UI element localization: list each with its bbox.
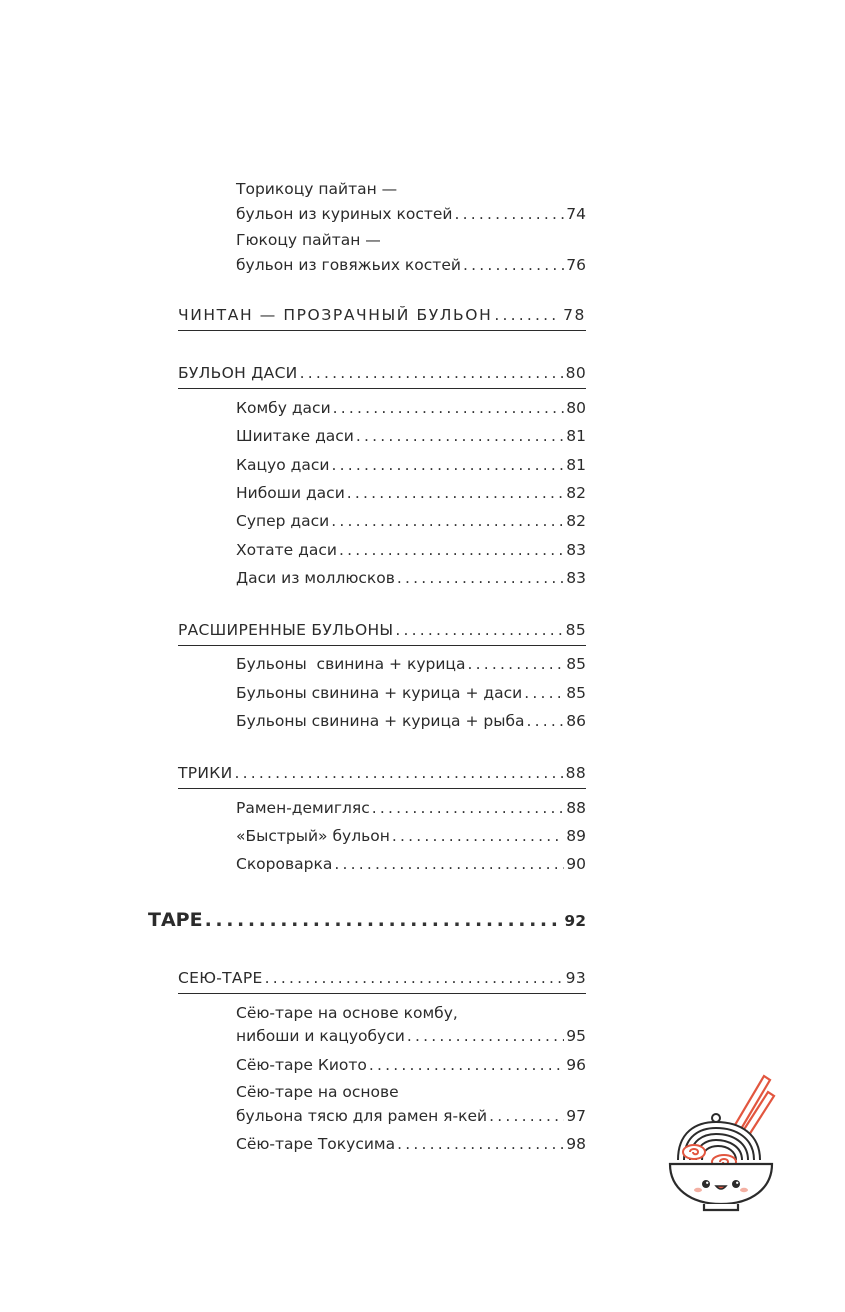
- toc-page-number: 90: [566, 855, 586, 873]
- dot-leader: [524, 684, 564, 702]
- toc-entry[interactable]: [236, 855, 586, 873]
- toc-entry[interactable]: [236, 1056, 586, 1074]
- toc-entry-label: бульона тясю для рамен я-кей: [236, 1107, 488, 1125]
- toc-section[interactable]: [178, 969, 586, 987]
- toc-entry-label: Бульоны свинина + курица + рыба: [236, 712, 525, 730]
- section-rule: [178, 993, 586, 994]
- toc-page-number: 85: [565, 621, 586, 639]
- dot-leader: [455, 205, 565, 223]
- dot-leader: [339, 541, 564, 559]
- dot-leader: [334, 855, 564, 873]
- toc-entry[interactable]: [236, 256, 586, 274]
- toc-entry-label: Шиитаке даси: [236, 427, 354, 445]
- toc-entry[interactable]: [236, 655, 586, 673]
- toc-entry-line: Гюкоцу пайтан —: [236, 231, 381, 249]
- toc-page-number: 80: [565, 364, 586, 382]
- toc-page-number: 88: [566, 799, 586, 817]
- toc-page-number: 89: [566, 827, 586, 845]
- ramen-bowl-icon: [664, 1072, 778, 1216]
- toc-entry-label: Рамен-демигляс: [236, 799, 370, 817]
- toc-page-number: 98: [566, 1135, 586, 1153]
- toc-page-number: 85: [566, 684, 586, 702]
- dot-leader: [347, 484, 565, 502]
- toc-entry-line: Сёю-таре на основе: [236, 1083, 399, 1101]
- toc-page-number: 81: [566, 427, 586, 445]
- dot-leader: [356, 427, 564, 445]
- dot-leader: [407, 1027, 564, 1045]
- section-rule: [178, 388, 586, 389]
- toc-entry-label: нибоши и кацуобуси: [236, 1027, 405, 1045]
- dot-leader: [467, 655, 564, 673]
- dot-leader: [235, 764, 564, 782]
- toc-entry[interactable]: [236, 799, 586, 817]
- section-rule: [178, 330, 586, 331]
- toc-entry-label: Скороварка: [236, 855, 333, 873]
- toc-entry[interactable]: [236, 684, 586, 702]
- toc-page-number: 95: [566, 1027, 586, 1045]
- dot-leader: [331, 512, 564, 530]
- toc-page-number: 93: [565, 969, 586, 987]
- toc-entry-label: Сёю-таре Киото: [236, 1056, 367, 1074]
- toc-entry-label: Бульоны свинина + курица + даси: [236, 684, 523, 702]
- dot-leader: [489, 1107, 564, 1125]
- dot-leader: [369, 1056, 564, 1074]
- toc-page-number: 82: [566, 484, 586, 502]
- toc-page-number: 97: [566, 1107, 586, 1125]
- toc-section-title: ЧИНТАН — ПРОЗРАЧНЫЙ БУЛЬОН: [178, 306, 493, 324]
- toc-entry[interactable]: [236, 456, 586, 474]
- dot-leader: [494, 306, 561, 324]
- section-rule: [178, 645, 586, 646]
- dot-leader: [265, 969, 564, 987]
- toc-entry[interactable]: [236, 1107, 586, 1125]
- toc-entry[interactable]: [236, 484, 586, 502]
- toc-entry-label: Комбу даси: [236, 399, 331, 417]
- toc-page-number: 83: [566, 569, 586, 587]
- toc-section-title: ТРИКИ: [178, 764, 233, 782]
- toc-section[interactable]: [178, 306, 586, 324]
- toc-entry-line: Торикоцу пайтан —: [236, 180, 398, 198]
- dot-leader: [300, 364, 564, 382]
- toc-entry-label: Бульоны свинина + курица: [236, 655, 466, 673]
- toc-page-number: 86: [566, 712, 586, 730]
- toc-section-title: РАСШИРЕННЫЕ БУЛЬОНЫ: [178, 621, 394, 639]
- toc-page-number: 76: [566, 256, 586, 274]
- toc-entry[interactable]: [236, 512, 586, 530]
- dot-leader: [397, 569, 564, 587]
- dot-leader: [333, 399, 565, 417]
- toc-entry[interactable]: [236, 712, 586, 730]
- toc-page-number: 81: [566, 456, 586, 474]
- toc-page-number: 96: [566, 1056, 586, 1074]
- toc-entry-label: бульон из говяжьих костей: [236, 256, 461, 274]
- toc-entry[interactable]: [236, 205, 586, 223]
- toc-page-number: 80: [566, 399, 586, 417]
- toc-page-number: 85: [566, 655, 586, 673]
- dot-leader: [392, 827, 564, 845]
- section-rule: [178, 788, 586, 789]
- toc-page-number: 92: [564, 912, 586, 930]
- toc-section[interactable]: [178, 764, 586, 782]
- toc-entry-line: Сёю-таре на основе комбу,: [236, 1004, 458, 1022]
- toc-page-number: 78: [563, 306, 586, 324]
- toc-entry[interactable]: [236, 827, 586, 845]
- toc-section-title: БУЛЬОН ДАСИ: [178, 364, 298, 382]
- dot-leader: [372, 799, 565, 817]
- toc-entry-label: Супер даси: [236, 512, 330, 530]
- dot-leader: [463, 256, 564, 274]
- dot-leader: [397, 1135, 564, 1153]
- toc-entry[interactable]: [236, 399, 586, 417]
- toc-page-number: 82: [566, 512, 586, 530]
- toc-entry[interactable]: [236, 1135, 586, 1153]
- toc-section-title: СЕЮ-ТАРЕ: [178, 969, 263, 987]
- toc-chapter-title: ТАРЕ: [148, 909, 203, 931]
- toc-entry[interactable]: [236, 1027, 586, 1045]
- toc-section[interactable]: [178, 364, 586, 382]
- dot-leader: [205, 909, 563, 931]
- toc-entry-label: «Быстрый» бульон: [236, 827, 390, 845]
- toc-entry-label: Сёю-таре Токусима: [236, 1135, 396, 1153]
- toc-entry-label: Нибоши даси: [236, 484, 345, 502]
- toc-entry[interactable]: [236, 541, 586, 559]
- toc-section[interactable]: [178, 621, 586, 639]
- toc-entry[interactable]: [236, 569, 586, 587]
- toc-chapter[interactable]: [148, 909, 586, 931]
- dot-leader: [527, 712, 565, 730]
- toc-entry-label: Даси из моллюсков: [236, 569, 395, 587]
- dot-leader: [331, 456, 564, 474]
- toc-page-number: 83: [566, 541, 586, 559]
- toc-entry-label: Хотате даси: [236, 541, 337, 559]
- toc-entry-label: бульон из куриных костей: [236, 205, 453, 223]
- toc-page-number: 74: [566, 205, 586, 223]
- toc-entry[interactable]: [236, 427, 586, 445]
- toc-page-number: 88: [565, 764, 586, 782]
- dot-leader: [395, 621, 563, 639]
- toc-entry-label: Кацуо даси: [236, 456, 330, 474]
